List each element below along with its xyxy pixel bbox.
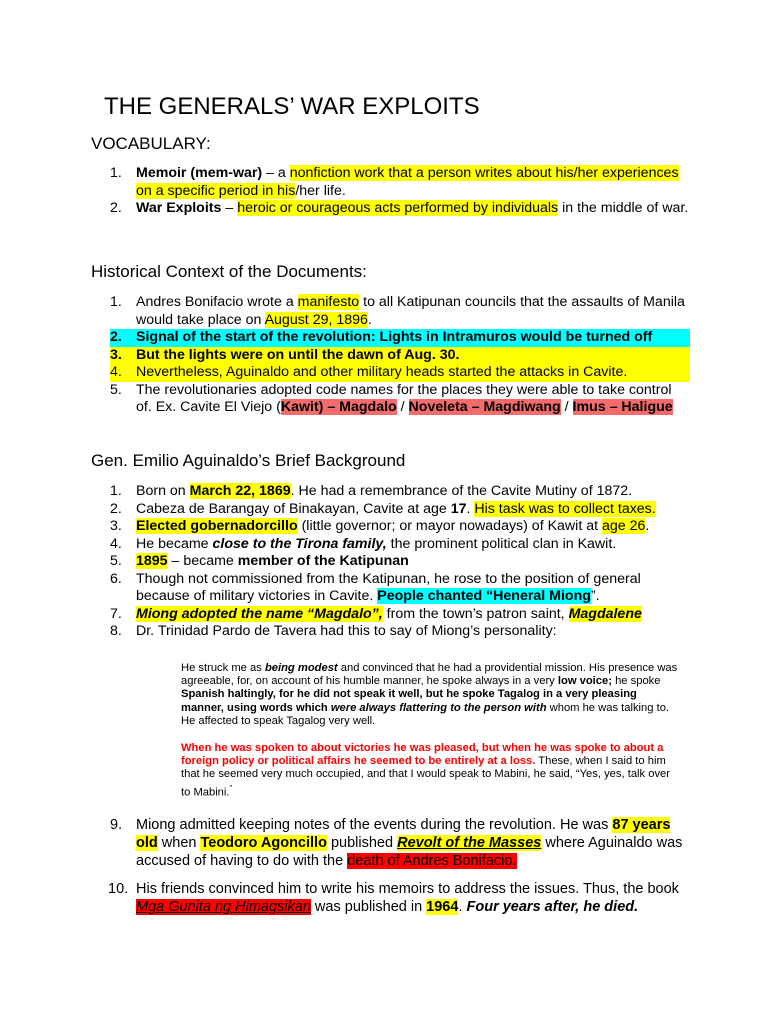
text-run: (little governor; or mayor nowadays) of Kawit at — [297, 518, 602, 534]
vocab-term: War Exploits — [136, 200, 222, 216]
list-number: 4. — [110, 535, 122, 552]
text-run: He struck me as — [181, 662, 265, 674]
highlighted-text: nonfiction work that a person writes about his/her experiences on a specific period in his — [136, 165, 679, 199]
text-run: published — [326, 835, 398, 851]
text-run: – became — [167, 553, 238, 569]
vocabulary-heading: VOCABULARY: — [91, 134, 211, 153]
list-number: 1. — [110, 294, 122, 310]
list-item — [110, 165, 690, 200]
list-number: 2. — [110, 200, 122, 216]
page-title: THE GENERALS’ WAR EXPLOITS — [104, 93, 480, 120]
list-number: 4. — [110, 364, 122, 380]
list-item — [110, 347, 690, 365]
background-heading: Gen. Emilio Aguinaldo’s Brief Background — [91, 451, 406, 470]
red-emphasis-text: When he was spoken to about victories he was pleased, but when he was spoke to about a foreign policy or political affairs he seemed to be entirely at a loss. — [181, 742, 664, 768]
highlighted-text: 1895 — [136, 553, 168, 569]
list-item — [110, 536, 690, 554]
bold-text: 17 — [450, 500, 467, 517]
highlighted-text: Signal of the start of the revolution: Lights in Intramuros would be turned off — [136, 329, 653, 345]
highlighted-text: manifesto — [297, 294, 360, 310]
context-list — [110, 294, 690, 417]
bold-text: low voice; — [557, 675, 612, 688]
list-number: 5. — [110, 553, 122, 569]
list-item — [110, 200, 690, 218]
text-run: the prominent political clan in Kawit. — [386, 535, 617, 552]
list-item — [110, 623, 690, 641]
text-run: . — [645, 518, 650, 534]
text-run: /her life. — [295, 182, 346, 199]
text-run: These, when I said to him that he seemed very much occupied, and that I would speak to Mabini, he said, “Yes, yes, talk over to Mabini. — [181, 755, 670, 799]
list-number: 1. — [110, 483, 122, 499]
list-item — [110, 329, 690, 347]
text-run: Born on — [136, 483, 190, 499]
text-run: Cabeza de Barangay of Binakayan, Cavite at age — [136, 500, 451, 517]
text-run: He became — [136, 535, 213, 552]
highlighted-text: Nevertheless, Aguinaldo and other military heads started the attacks in Cavite. — [136, 364, 628, 380]
highlighted-text: August 29, 1896 — [264, 311, 368, 328]
list-item — [110, 880, 690, 916]
list-item — [110, 382, 690, 417]
emphasis-text: close to the Tirona family, — [212, 535, 387, 552]
bold-text: member of the Katipunan — [237, 553, 409, 569]
highlighted-text: Miong adopted the name “Magdalo”, — [136, 605, 383, 622]
text-run: was published in — [310, 899, 427, 915]
list-item — [110, 501, 690, 519]
highlighted-text: Kawit) – Magdalo — [280, 399, 397, 415]
text-run: . — [367, 311, 372, 328]
highlighted-text: Noveleta – Magdiwang — [408, 399, 561, 415]
list-number: 3. — [110, 518, 122, 534]
emphasis-text: Four years after, he died. — [466, 899, 639, 915]
list-item — [110, 518, 690, 536]
highlighted-text: Elected gobernadorcillo — [136, 518, 298, 534]
highlighted-text: People chanted “Heneral Miong — [377, 588, 591, 604]
vocabulary-list — [110, 165, 690, 218]
list-number: 5. — [110, 381, 122, 398]
highlighted-text: Imus – Haligue — [572, 399, 673, 415]
bold-text: Spanish haltingly, for he did not speak it well, but he spoke Tagalog in a very pleasing manner, using words which — [181, 688, 637, 714]
highlighted-text: March 22, 1869 — [189, 483, 291, 499]
text-run: / — [560, 399, 573, 415]
quote-paragraph — [181, 742, 681, 800]
list-item — [110, 364, 690, 382]
list-number: 9. — [110, 817, 123, 833]
highlighted-text: heroic or courageous acts performed by individuals — [237, 200, 559, 216]
closing-quote-mark: ” — [229, 783, 233, 793]
tavera-quote — [181, 662, 681, 800]
text-run: when — [157, 835, 201, 851]
list-item — [110, 606, 690, 624]
text-run: in the middle of war. — [558, 200, 689, 216]
highlighted-text: 87 years old — [136, 817, 671, 851]
list-number: 2. — [110, 500, 122, 517]
text-run: whom he was talking to. He affected to speak Tagalog very well. — [181, 701, 670, 727]
list-item — [110, 571, 690, 606]
text-run: where Aguinaldo was accused of having to do with the — [136, 835, 683, 869]
list-number: 3. — [110, 346, 122, 363]
list-item — [110, 483, 690, 501]
text-run: and convinced that he had a providential mission. His presence was agreeable, for, on account of his humble manner, he spoke always in a very — [181, 662, 678, 688]
text-run: / — [396, 399, 409, 415]
highlighted-text: 1964 — [426, 899, 459, 915]
highlighted-text: His task was to collect taxes. — [474, 500, 656, 517]
highlighted-text: Revolt of the Masses — [397, 835, 542, 851]
list-item — [110, 294, 690, 329]
text-run: he spoke — [611, 675, 661, 688]
text-run: Miong admitted keeping notes of the events during the revolution. He was — [136, 817, 613, 833]
highlighted-text: But the lights were on until the dawn of Aug. 30. — [136, 346, 460, 363]
emphasis-text: were always flattering to the person with — [330, 701, 547, 714]
vocab-term: Memoir (mem-war) — [136, 165, 263, 181]
highlighted-text: age 26 — [602, 518, 646, 534]
highlighted-text: Mga Gunita ng Himagsikan — [136, 899, 311, 915]
highlighted-text: Teodoro Agoncillo — [200, 835, 327, 851]
background-list — [110, 483, 690, 641]
text-run: Andres Bonifacio wrote a — [136, 294, 298, 310]
text-run: His friends convinced him to write his memoirs to address the issues. Thus, the book — [136, 881, 679, 897]
highlighted-text: Magdalene — [568, 605, 642, 622]
list-number: 10. — [108, 881, 129, 897]
list-number: 8. — [110, 623, 122, 639]
text-run: Dr. Trinidad Pardo de Tavera had this to say of Miong’s personality: — [136, 623, 557, 639]
text-run: – — [221, 200, 238, 216]
emphasis-text: being modest — [264, 662, 338, 674]
text-run: ”. — [590, 588, 600, 604]
context-heading: Historical Context of the Documents: — [91, 262, 367, 281]
list-number: 6. — [110, 570, 122, 587]
list-number: 2. — [110, 329, 122, 345]
highlighted-text: death of Andres Bonifacio. — [347, 853, 517, 869]
list-item — [110, 553, 690, 571]
list-number: 7. — [110, 605, 122, 622]
text-run: from the town’s patron saint, — [382, 605, 569, 622]
text-run: . — [466, 500, 475, 517]
list-item — [110, 816, 690, 870]
text-run: . He had a remembrance of the Cavite Mutiny of 1872. — [290, 483, 633, 499]
text-run: – a — [262, 165, 290, 181]
quote-paragraph — [181, 662, 681, 728]
text-run: The revolutionaries adopted code names for the places they were able to take control of. Ex. Cavite El Viejo ( — [136, 381, 672, 415]
text-run: Though not commissioned from the Katipunan, he rose to the position of general because of military victories in Cavite. — [136, 570, 641, 604]
list-number: 1. — [110, 165, 122, 181]
background-list-continued — [110, 816, 690, 916]
text-run: . — [458, 899, 467, 915]
text-run: to all Katipunan councils that the assaults of Manila would take place on — [136, 294, 685, 328]
